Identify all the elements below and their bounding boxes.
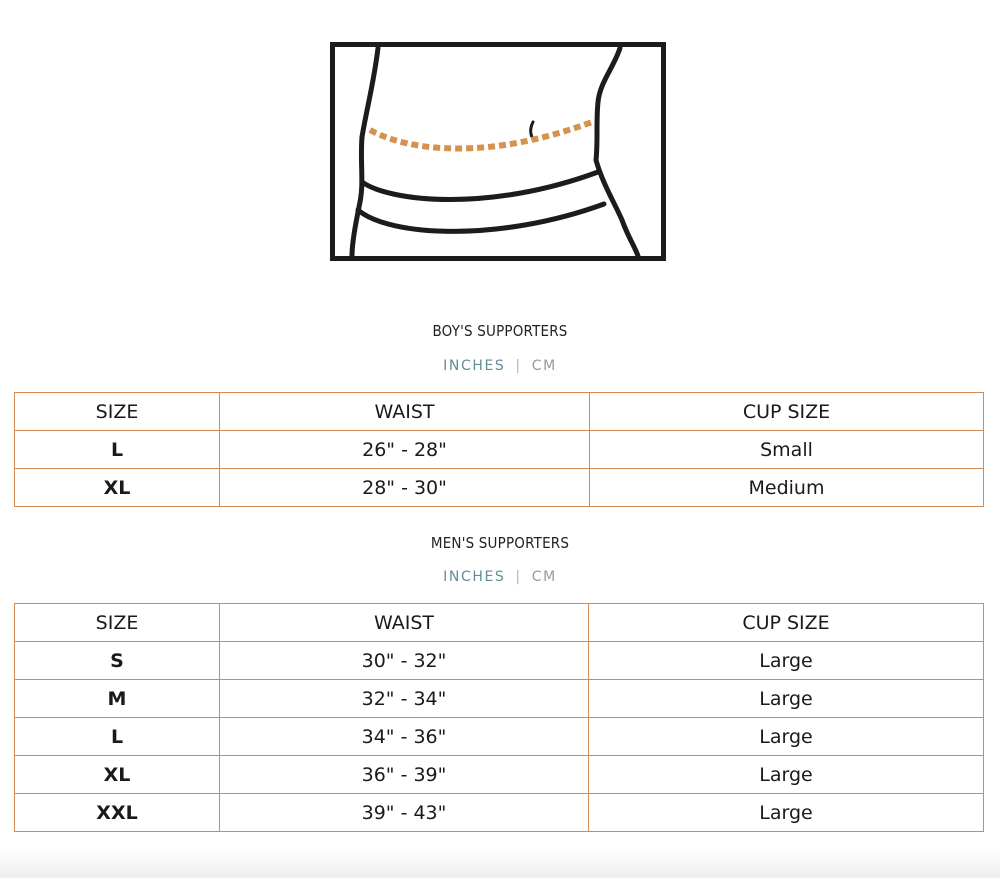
cup-size-cell: Large (589, 680, 984, 718)
size-cell: L (15, 431, 220, 469)
mens-unit-cm[interactable]: CM (531, 569, 557, 585)
boys-section-title: BOY'S SUPPORTERS (432, 322, 568, 340)
unit-separator: | (515, 358, 522, 374)
table-row (15, 756, 984, 794)
table-row (15, 718, 984, 756)
mens-size-table (14, 603, 984, 832)
boys-unit-inches[interactable]: INCHES (443, 358, 506, 374)
boys-size-table (14, 392, 984, 507)
size-cell: M (15, 680, 220, 718)
waist-cell: 28" - 30" (220, 469, 590, 507)
waist-cell: 34" - 36" (220, 718, 589, 756)
waist-cell: 32" - 34" (220, 680, 589, 718)
header-cup-size: CUP SIZE (590, 393, 984, 431)
boys-unit-cm[interactable]: CM (531, 358, 557, 374)
header-waist: WAIST (220, 393, 590, 431)
mens-section-title: MEN'S SUPPORTERS (430, 534, 570, 552)
header-cup-size: CUP SIZE (589, 604, 984, 642)
size-cell: XL (15, 756, 220, 794)
header-size: SIZE (15, 393, 220, 431)
bottom-fade (0, 848, 1000, 878)
waist-cell: 39" - 43" (220, 794, 589, 832)
cup-size-cell: Large (589, 642, 984, 680)
size-cell: S (15, 642, 220, 680)
size-cell: L (15, 718, 220, 756)
waist-cell: 30" - 32" (220, 642, 589, 680)
waist-cell: 26" - 28" (220, 431, 590, 469)
cup-size-cell: Large (589, 756, 984, 794)
mens-unit-toggle (0, 569, 1000, 585)
cup-size-cell: Large (589, 794, 984, 832)
boys-unit-toggle (0, 358, 1000, 374)
cup-size-cell: Large (589, 718, 984, 756)
table-row (15, 431, 984, 469)
waist-measurement-icon (330, 42, 666, 261)
header-size: SIZE (15, 604, 220, 642)
unit-separator: | (515, 569, 522, 585)
table-row (15, 469, 984, 507)
waist-cell: 36" - 39" (220, 756, 589, 794)
size-cell: XXL (15, 794, 220, 832)
table-header-row (15, 604, 984, 642)
header-waist: WAIST (220, 604, 589, 642)
cup-size-cell: Medium (590, 469, 984, 507)
cup-size-cell: Small (590, 431, 984, 469)
mens-unit-inches[interactable]: INCHES (443, 569, 506, 585)
table-row (15, 794, 984, 832)
table-header-row (15, 393, 984, 431)
table-row (15, 680, 984, 718)
size-cell: XL (15, 469, 220, 507)
table-row (15, 642, 984, 680)
